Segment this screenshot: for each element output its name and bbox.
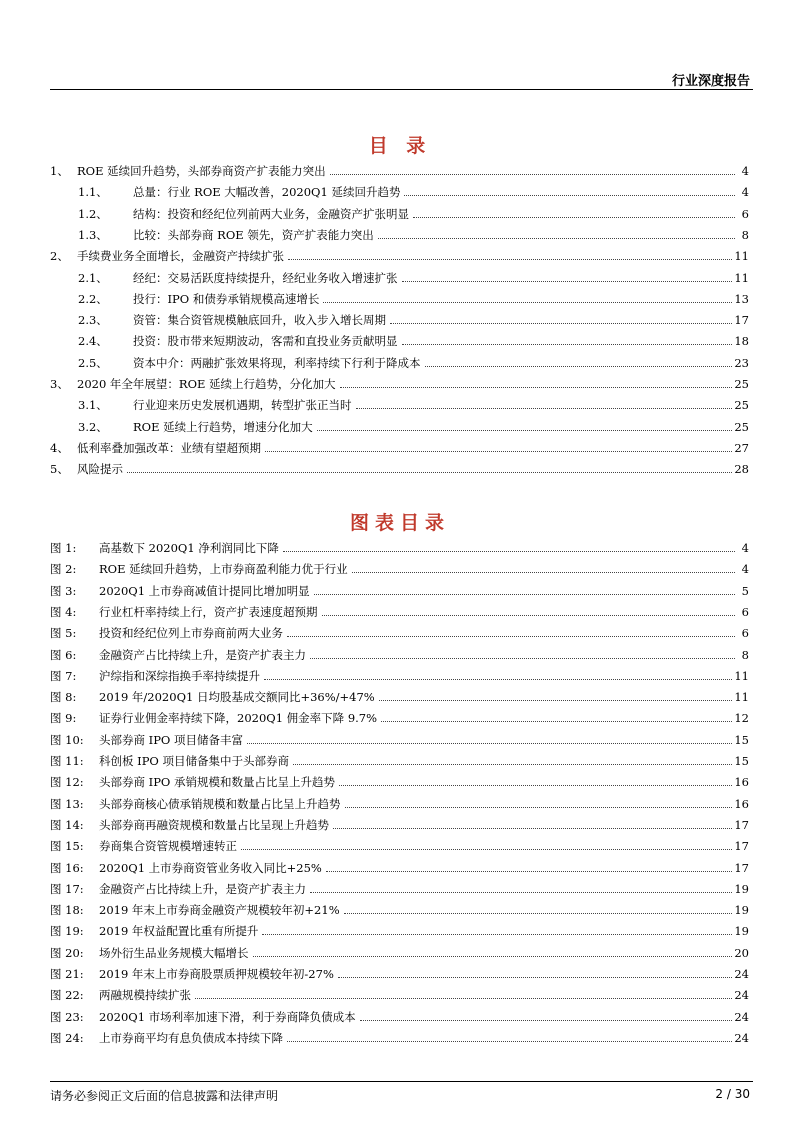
entry-page-number: 17 [734, 860, 749, 875]
toc-entry[interactable] [0, 288, 800, 306]
entry-label [50, 903, 342, 917]
entry-text: ROE 延续回升趋势，上市券商盈利能力优于行业 [99, 562, 348, 577]
figure-entry[interactable] [0, 899, 800, 917]
entry-text: 2019 年末上市券商金融资产规模较年初+21% [99, 903, 340, 918]
figure-entry[interactable] [0, 729, 800, 747]
entry-page-number: 8 [741, 647, 749, 662]
entry-label [50, 562, 350, 576]
toc-entry[interactable] [0, 245, 800, 263]
entry-page-number: 4 [741, 164, 749, 178]
entry-label [50, 1010, 358, 1024]
footer-disclaimer: 请务必参阅正文后面的信息披露和法律声明 [50, 1089, 279, 1103]
dot-leader [379, 699, 733, 701]
report-type-header: 行业深度报告 [671, 74, 750, 89]
dot-leader [402, 280, 733, 282]
entry-page-number: 25 [734, 398, 749, 413]
dot-leader [326, 870, 732, 872]
figure-entry[interactable] [0, 857, 800, 875]
dot-leader [195, 997, 732, 999]
dot-leader [265, 450, 732, 452]
toc-entry[interactable] [0, 373, 800, 391]
entry-text: 科创板 IPO 项目储备集中于头部券商 [99, 754, 290, 768]
dot-leader [425, 365, 733, 367]
dot-leader [241, 848, 732, 850]
entry-text: 头部券商核心债承销规模和数量占比呈上升趋势 [99, 796, 341, 811]
toc-entry[interactable] [0, 416, 800, 434]
figure-entry[interactable] [0, 644, 800, 662]
toc-title: 目 录 [368, 135, 432, 157]
entry-text: 资管：集合资管规模触底回升，收入步入增长周期 [133, 313, 386, 328]
figure-entry[interactable] [0, 1027, 800, 1045]
toc-entry[interactable] [0, 203, 800, 221]
entry-label [78, 228, 376, 242]
entry-label [78, 185, 402, 199]
entry-label [50, 377, 338, 391]
entry-label [50, 1031, 285, 1045]
entry-number: 图 9: [50, 711, 77, 726]
entry-text: 低利率叠加强改革：业绩有望超预期 [77, 440, 261, 455]
entry-number: 图 4: [50, 604, 77, 619]
entry-text: 上市券商平均有息负债成本持续下降 [99, 1030, 283, 1045]
entry-text: 头部券商 IPO 承销规模和数量占比呈上升趋势 [99, 775, 336, 790]
figure-entry[interactable] [0, 537, 800, 555]
entry-page-number: 25 [734, 377, 749, 391]
entry-number: 图 5: [50, 626, 77, 641]
entry-text: 高基数下 2020Q1 净利润同比下降 [99, 541, 279, 555]
entry-text: ROE 延续回升趋势，头部券商资产扩表能力突出 [77, 164, 326, 178]
entry-page-number: 11 [734, 249, 749, 264]
entry-page-number: 25 [734, 419, 749, 434]
entry-number: 2.2、 [78, 291, 108, 306]
entry-text: 证券行业佣金率持续下降，2020Q1 佣金率下降 9.7% [99, 711, 378, 726]
entry-page-number: 4 [741, 185, 749, 200]
figure-entry[interactable] [0, 580, 800, 598]
entry-label [50, 249, 286, 263]
entry-text: 总量：行业 ROE 大幅改善，2020Q1 延续回升趋势 [133, 185, 401, 200]
dot-leader [310, 891, 732, 893]
entry-label [78, 292, 321, 306]
dot-leader [264, 678, 732, 680]
figure-entry[interactable] [0, 963, 800, 981]
entry-number: 图 24: [50, 1030, 84, 1045]
entry-page-number: 16 [734, 775, 749, 790]
entry-number: 3.2、 [78, 419, 108, 434]
entry-label [50, 775, 337, 789]
toc-entry[interactable] [0, 394, 800, 412]
toc-entry[interactable] [0, 224, 800, 242]
entry-text: 两融规模持续扩张 [99, 988, 191, 1003]
figure-entry[interactable] [0, 814, 800, 832]
entry-number: 1、 [50, 164, 69, 178]
entry-label [50, 626, 285, 640]
dot-leader [253, 955, 733, 957]
entry-page-number: 18 [734, 334, 749, 349]
entry-page-number: 4 [741, 562, 749, 577]
entry-page-number: 23 [734, 355, 749, 370]
entry-page-number: 8 [741, 227, 749, 242]
dot-leader [344, 912, 733, 914]
entry-text: 2020 年全年展望：ROE 延续上行趋势，分化加大 [77, 377, 336, 391]
dot-leader [378, 237, 735, 239]
dot-leader [413, 216, 735, 218]
entry-number: 图 6: [50, 647, 77, 662]
entry-page-number: 17 [734, 313, 749, 328]
entry-page-number: 11 [734, 668, 749, 683]
entry-page-number: 6 [741, 206, 749, 221]
entry-label [78, 271, 400, 285]
entry-text: 行业杠杆率持续上行，资产扩表速度超预期 [99, 604, 318, 619]
entry-page-number: 6 [741, 626, 749, 641]
toc-entry[interactable] [0, 352, 800, 370]
entry-page-number: 5 [741, 583, 749, 598]
entry-text: 金融资产占比持续上升，是资产扩表主力 [99, 647, 306, 662]
entry-number: 图 7: [50, 668, 77, 683]
dot-leader [356, 407, 733, 409]
entry-number: 3、 [50, 377, 69, 391]
dot-leader [314, 593, 735, 595]
entry-number: 图 8: [50, 690, 77, 705]
entry-label [50, 690, 377, 704]
footer-divider [50, 1081, 753, 1082]
toc-entry[interactable] [0, 309, 800, 327]
figure-entry[interactable] [0, 750, 800, 768]
toc-entry[interactable] [0, 160, 800, 178]
entry-text: 行业迎来历史发展机遇期，转型扩张正当时 [133, 398, 352, 413]
entry-label [50, 924, 260, 938]
figure-entry[interactable] [0, 942, 800, 960]
entry-label [50, 754, 291, 768]
entry-page-number: 15 [734, 754, 749, 768]
figure-entry[interactable] [0, 622, 800, 640]
dot-leader [404, 194, 735, 196]
page-indicator: 2 / 30 [715, 1087, 750, 1101]
entry-text: 投资：股市带来短期波动，客需和直投业务贡献明显 [133, 334, 398, 349]
figure-entry[interactable] [0, 707, 800, 725]
entry-text: 经纪：交易活跃度持续提升，经纪业务收入增速扩张 [133, 270, 398, 285]
entry-label [50, 967, 336, 981]
entry-page-number: 16 [734, 796, 749, 811]
entry-number: 图 12: [50, 775, 84, 790]
entry-text: 2020Q1 上市券商资管业务收入同比+25% [99, 860, 322, 875]
dot-leader [402, 343, 733, 345]
entry-number: 3.1、 [78, 398, 108, 413]
entry-label [50, 797, 343, 811]
entry-page-number: 20 [734, 945, 749, 960]
entry-text: 投行：IPO 和债券承销规模高速增长 [133, 291, 320, 306]
entry-page-number: 11 [734, 270, 749, 285]
entry-number: 图 23: [50, 1009, 84, 1024]
entry-number: 图 22: [50, 988, 84, 1003]
entry-page-number: 4 [741, 541, 749, 555]
figure-entry[interactable] [0, 558, 800, 576]
entry-label [50, 584, 312, 598]
toc-entry[interactable] [0, 458, 800, 476]
entry-text: 头部券商再融资规模和数量占比呈现上升趋势 [99, 817, 329, 832]
entry-text: 金融资产占比持续上升，是资产扩表主力 [99, 881, 306, 896]
entry-text: 2020Q1 市场利率加速下滑，利于券商降负债成本 [99, 1009, 356, 1024]
dot-leader [330, 173, 735, 175]
entry-number: 1.1、 [78, 185, 108, 200]
figure-entry[interactable] [0, 771, 800, 789]
entry-text: 券商集合资管规模增速转正 [99, 839, 237, 854]
figure-entry[interactable] [0, 793, 800, 811]
dot-leader [288, 258, 732, 260]
entry-label [50, 462, 125, 476]
entry-label [78, 356, 423, 370]
dot-leader [345, 806, 733, 808]
entry-text: 沪综指和深综指换手率持续提升 [99, 668, 260, 683]
toc-entry[interactable] [0, 437, 800, 455]
dot-leader [283, 550, 735, 552]
dot-leader [293, 763, 732, 765]
entry-text: 头部券商 IPO 项目储备丰富 [99, 732, 244, 747]
dot-leader [317, 429, 733, 431]
entry-label [78, 313, 388, 327]
entry-page-number: 11 [734, 690, 749, 705]
entry-number: 图 20: [50, 945, 84, 960]
entry-text: 场外衍生品业务规模大幅增长 [99, 945, 249, 960]
dot-leader [338, 976, 732, 978]
dot-leader [339, 784, 732, 786]
figure-entry[interactable] [0, 601, 800, 619]
entry-label [50, 605, 320, 619]
figure-entry[interactable] [0, 665, 800, 683]
entry-page-number: 12 [734, 711, 749, 726]
entry-number: 1.3、 [78, 227, 108, 242]
entry-number: 图 18: [50, 903, 84, 918]
entry-number: 4、 [50, 440, 69, 455]
dot-leader [262, 933, 732, 935]
entry-label [78, 207, 411, 221]
entry-label [78, 420, 315, 434]
entry-number: 图 13: [50, 796, 84, 811]
entry-page-number: 19 [734, 903, 749, 918]
entry-page-number: 24 [734, 988, 749, 1003]
dot-leader [287, 635, 735, 637]
entry-text: 投资和经纪位列上市券商前两大业务 [99, 626, 283, 641]
entry-label [50, 441, 263, 455]
entry-text: ROE 延续上行趋势，增速分化加大 [133, 419, 313, 434]
figure-entry[interactable] [0, 686, 800, 704]
entry-number: 图 14: [50, 817, 84, 832]
entry-text: 风险提示 [77, 462, 123, 477]
figure-entry[interactable] [0, 878, 800, 896]
entry-page-number: 19 [734, 881, 749, 896]
entry-number: 图 1: [50, 541, 77, 555]
entry-page-number: 24 [734, 1030, 749, 1045]
entry-page-number: 24 [734, 1009, 749, 1024]
entry-page-number: 19 [734, 924, 749, 939]
entry-label [50, 988, 193, 1002]
entry-label [50, 861, 324, 875]
entry-label [50, 669, 262, 683]
figure-entry[interactable] [0, 1006, 800, 1024]
entry-number: 图 10: [50, 732, 84, 747]
figure-entry[interactable] [0, 984, 800, 1002]
entry-number: 1.2、 [78, 206, 108, 221]
entry-text: 2020Q1 上市券商减值计提同比增加明显 [99, 583, 310, 598]
entry-label [50, 648, 308, 662]
dot-leader [360, 1019, 733, 1021]
toc-entry[interactable] [0, 267, 800, 285]
entry-page-number: 17 [734, 839, 749, 854]
entry-page-number: 24 [734, 967, 749, 981]
entry-number: 图 11: [50, 754, 84, 768]
entry-text: 2019 年/2020Q1 日均股基成交额同比+36%/+47% [99, 690, 375, 705]
dot-leader [340, 386, 733, 388]
entry-label [50, 711, 379, 725]
entry-text: 手续费业务全面增长，金融资产持续扩张 [77, 249, 284, 264]
entry-number: 图 2: [50, 562, 77, 577]
figure-entry[interactable] [0, 835, 800, 853]
entry-number: 2.5、 [78, 355, 108, 370]
dot-leader [352, 571, 735, 573]
figures-title: 图表目录 [349, 512, 450, 534]
entry-page-number: 27 [734, 440, 749, 455]
dot-leader [247, 742, 732, 744]
entry-page-number: 13 [734, 291, 749, 306]
dot-leader [322, 614, 736, 616]
entry-label [50, 164, 328, 178]
dot-leader [323, 301, 732, 303]
entry-number: 图 3: [50, 583, 77, 598]
entry-number: 2.4、 [78, 334, 108, 349]
entry-label [50, 946, 251, 960]
entry-number: 图 19: [50, 924, 84, 939]
toc-entry[interactable] [0, 330, 800, 348]
figure-entry[interactable] [0, 920, 800, 938]
entry-number: 2.1、 [78, 270, 108, 285]
dot-leader [287, 1040, 732, 1042]
dot-leader [390, 322, 732, 324]
entry-page-number: 15 [734, 732, 749, 747]
entry-label [50, 882, 308, 896]
entry-number: 图 16: [50, 860, 84, 875]
dot-leader [127, 471, 732, 473]
header-divider [50, 89, 753, 90]
entry-label [50, 541, 281, 555]
entry-number: 2.3、 [78, 313, 108, 328]
dot-leader [381, 720, 732, 722]
entry-number: 2、 [50, 249, 69, 264]
entry-text: 资本中介：两融扩张效果将现，利率持续下行利于降成本 [133, 355, 421, 370]
toc-entry[interactable] [0, 181, 800, 199]
entry-label [50, 818, 331, 832]
dot-leader [333, 827, 732, 829]
entry-page-number: 17 [734, 817, 749, 832]
entry-page-number: 6 [741, 604, 749, 619]
entry-number: 图 21: [50, 967, 84, 981]
entry-page-number: 28 [734, 462, 749, 477]
entry-number: 图 15: [50, 839, 84, 854]
entry-label [78, 334, 400, 348]
entry-text: 2019 年末上市券商股票质押规模较年初-27% [99, 967, 334, 981]
entry-text: 2019 年权益配置比重有所提升 [99, 924, 259, 939]
entry-number: 5、 [50, 462, 69, 477]
entry-text: 结构：投资和经纪位列前两大业务，金融资产扩张明显 [133, 206, 409, 221]
entry-number: 图 17: [50, 881, 84, 896]
entry-text: 比较：头部券商 ROE 领先，资产扩表能力突出 [133, 227, 374, 242]
entry-label [50, 839, 239, 853]
entry-label [50, 733, 245, 747]
dot-leader [310, 657, 735, 659]
entry-label [78, 398, 354, 412]
